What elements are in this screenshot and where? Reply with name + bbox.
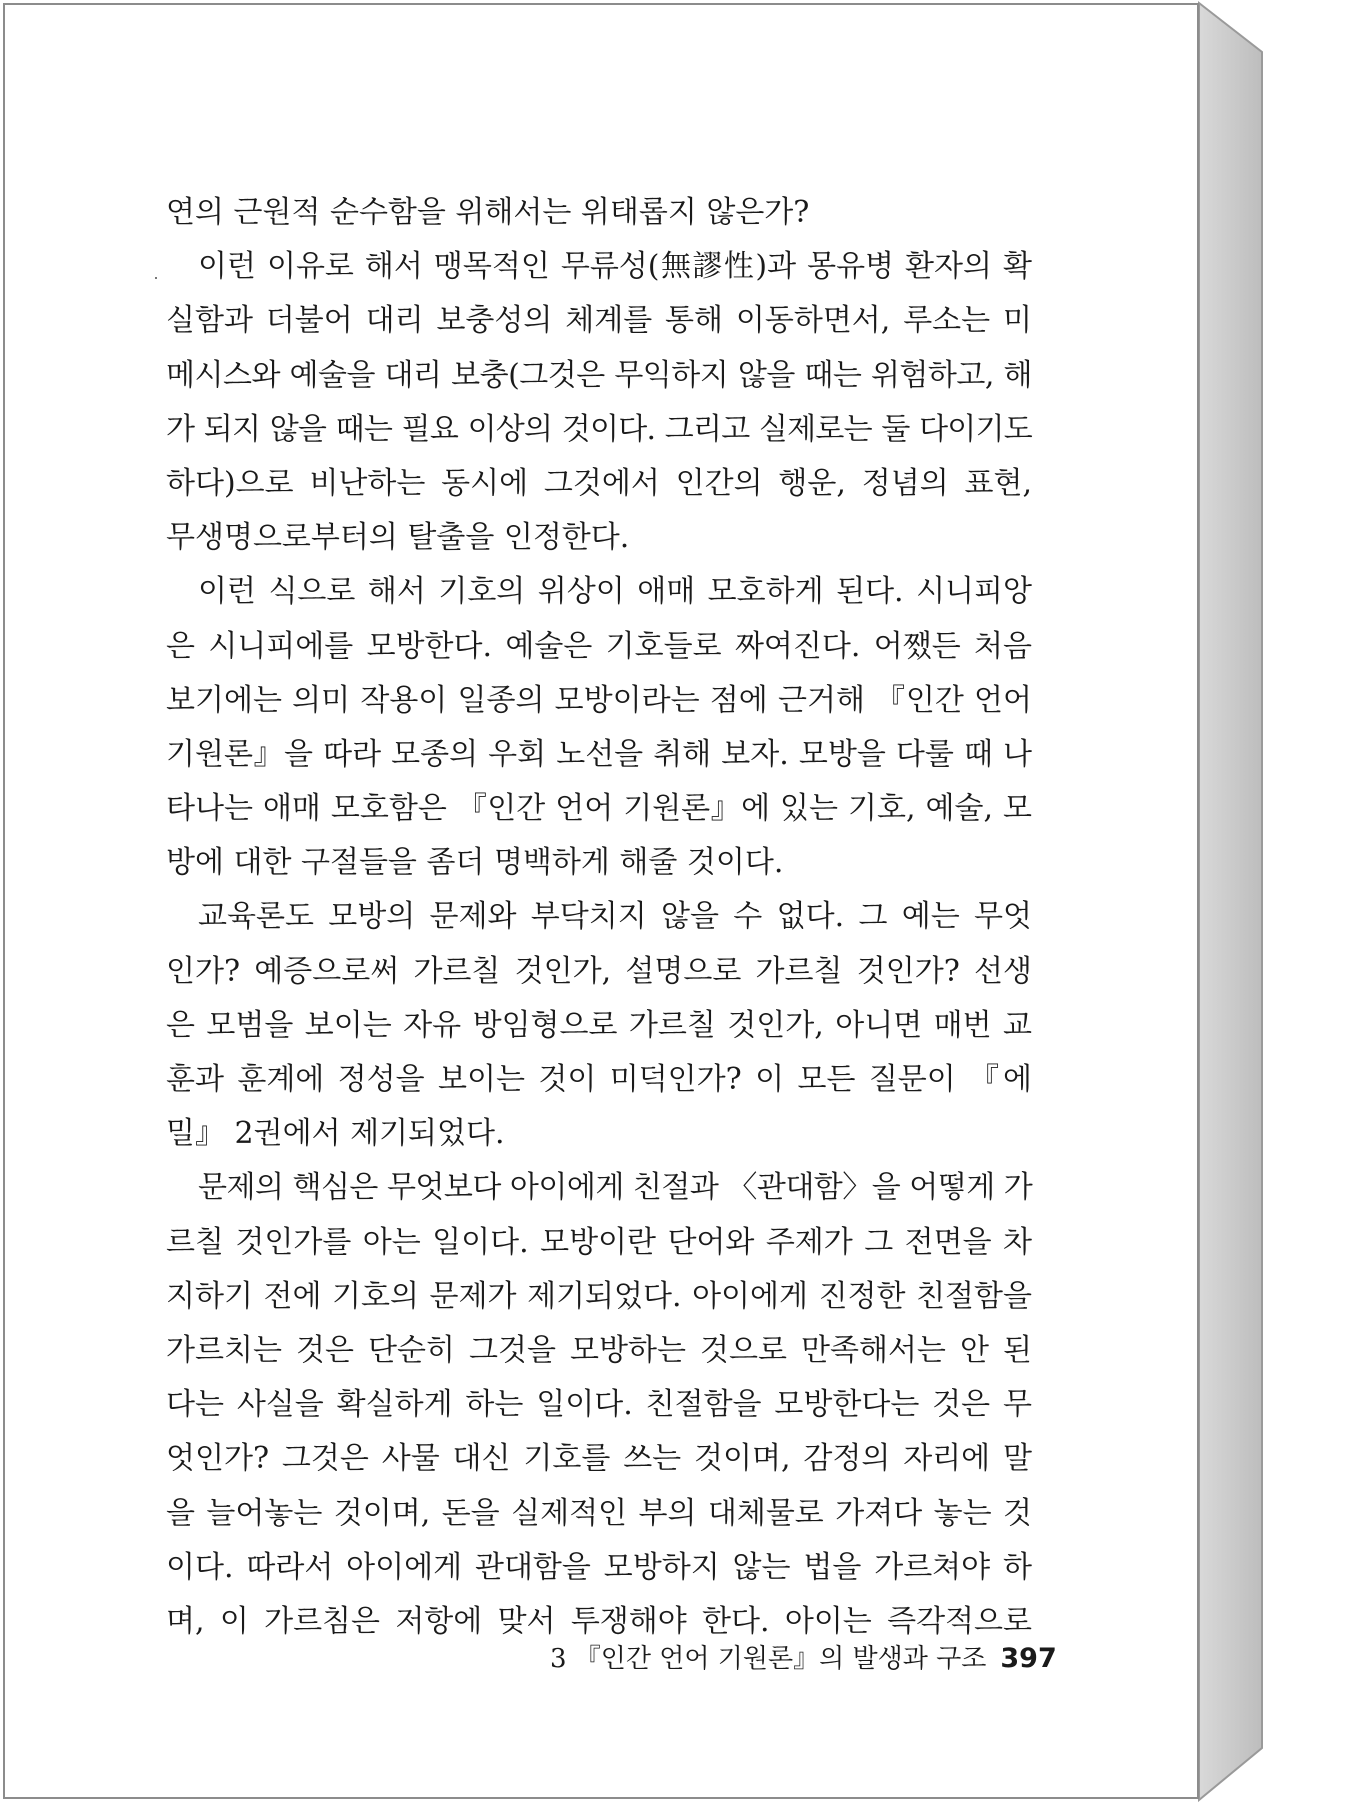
running-head: 3 『인간 언어 기원론』의 발생과 구조 [550,1644,987,1674]
text-line: 을 늘어놓는 것이며, 돈을 실제적인 부의 대체물로 가져다 놓는 것 [166,1495,1032,1531]
text-line: 메시스와 예술을 대리 보충(그것은 무익하지 않을 때는 위험하고, 해 [166,357,1032,393]
text-line: 보기에는 의미 작용이 일종의 모방이라는 점에 근거해 『인간 언어 [166,682,1032,718]
text-line: 이런 이유로 해서 맹목적인 무류성(無謬性)과 몽유병 환자의 확 [198,249,1032,285]
text-line: 훈과 훈계에 정성을 보이는 것이 미덕인가? 이 모든 질문이 『에 [166,1062,1032,1097]
page-stack-side [1199,3,1262,1800]
text-line: 며, 이 가르침은 저항에 맞서 투쟁해야 한다. 아이는 즉각적으로 [166,1603,1032,1639]
text-line: 연의 근원적 순수함을 위해서는 위태롭지 않은가? [166,195,810,230]
text-line: 르칠 것인가를 아는 일이다. 모방이란 단어와 주제가 그 전면을 차 [166,1224,1032,1260]
text-line: 실함과 더불어 대리 보충성의 체계를 통해 이동하면서, 루소는 미 [166,303,1032,339]
text-line: 무생명으로부터의 탈출을 인정한다. [166,520,630,556]
text-line: 문제의 핵심은 무엇보다 아이에게 친절과 〈관대함〉을 어떻게 가 [198,1170,1033,1206]
text-line: 인가? 예증으로써 가르칠 것인가, 설명으로 가르칠 것인가? 선생 [166,953,1032,989]
text-line: 하다)으로 비난하는 동시에 그것에서 인간의 행운, 정념의 표현, [166,465,1032,501]
text-line: 방에 대한 구절들을 좀더 명백하게 해줄 것이다. [166,845,784,881]
text-line: 가르치는 것은 단순히 그것을 모방하는 것으로 만족해서는 안 된 [166,1332,1032,1368]
scan-speck [155,277,157,279]
text-line: 은 시니피에를 모방한다. 예술은 기호들로 짜여진다. 어쨌든 처음 [166,628,1032,664]
page-number: 397 [1000,1643,1057,1674]
body-text [166,186,1032,1649]
text-line: 교육론도 모방의 문제와 부닥치지 않을 수 없다. 그 예는 무엇 [198,899,1032,935]
text-line: 다는 사실을 확실하게 하는 일이다. 친절함을 모방한다는 것은 무 [166,1387,1032,1423]
text-line: 이다. 따라서 아이에게 관대함을 모방하지 않는 법을 가르쳐야 하 [166,1549,1032,1585]
page-footer [550,1638,1057,1675]
text-line: 지하기 전에 기호의 문제가 제기되었다. 아이에게 진정한 친절함을 [166,1278,1032,1314]
text-line: 밀』 2권에서 제기되었다. [166,1116,505,1152]
text-line: 엇인가? 그것은 사물 대신 기호를 쓰는 것이며, 감정의 자리에 말 [166,1441,1032,1477]
text-line: 가 되지 않을 때는 필요 이상의 것이다. 그리고 실제로는 둘 다이기도 [166,411,1032,447]
text-line: 은 모범을 보이는 자유 방임형으로 가르칠 것인가, 아니면 매번 교 [166,1007,1032,1043]
text-line: 타나는 애매 모호함은 『인간 언어 기원론』에 있는 기호, 예술, 모 [166,791,1032,827]
text-line: 기원론』을 따라 모종의 우회 노선을 취해 보자. 모방을 다룰 때 나 [166,736,1032,772]
text-line: 이런 식으로 해서 기호의 위상이 애매 모호하게 된다. 시니피앙 [198,574,1032,610]
